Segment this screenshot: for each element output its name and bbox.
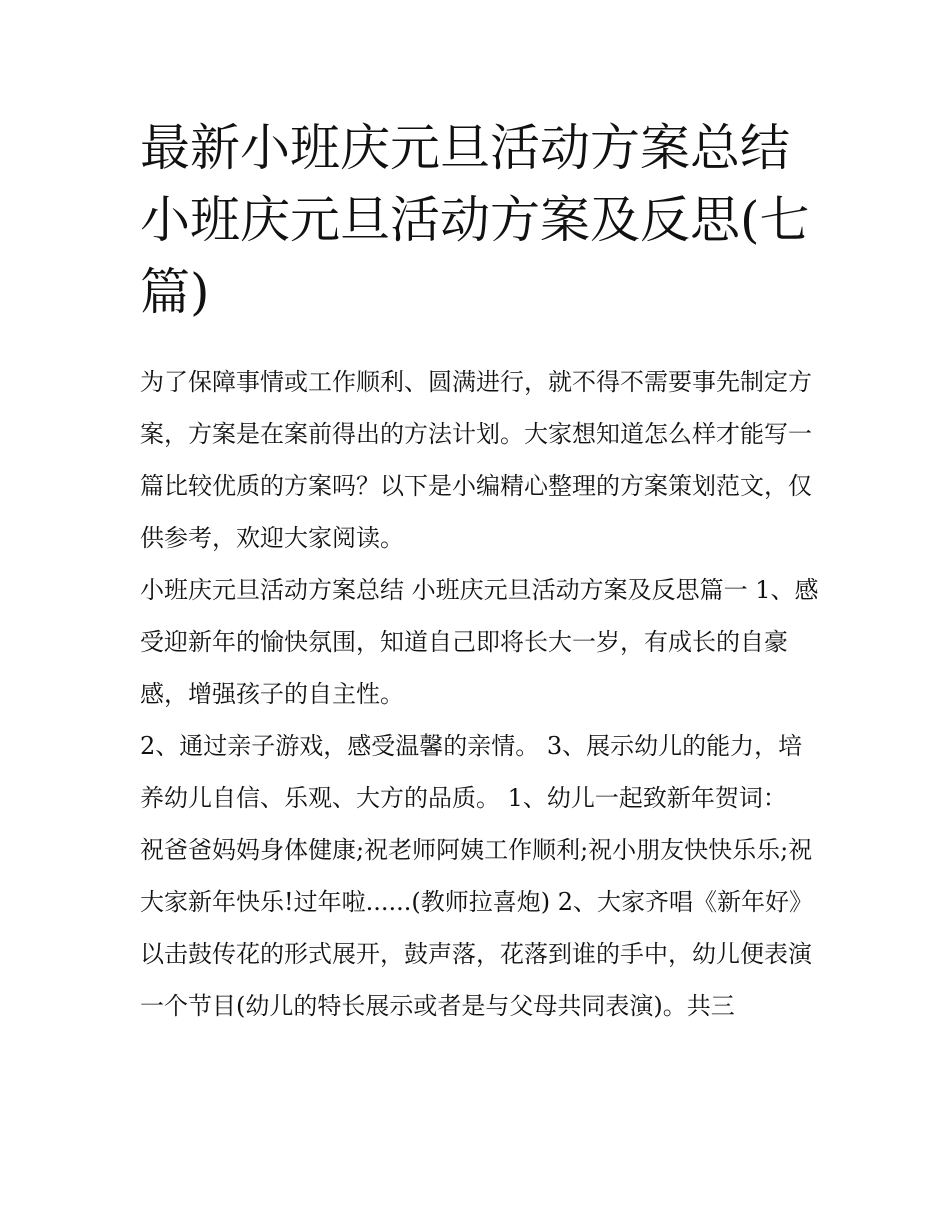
- paragraph-goal-2: 2、通过亲子游戏，感受温馨的亲情。 3、展示幼儿的能力，培养幼儿自信、乐观、大方的品质。 1、幼儿一起致新年贺词：: [140, 732, 803, 812]
- paragraph-greetings: 祝爸爸妈妈身体健康;祝老师阿姨工作顺利;祝小朋友快快乐乐;祝大家新年快乐!过年啦......(教师拉喜炮) 2、大家齐唱《新年好》: [140, 836, 814, 916]
- paragraph-intro: 为了保障事情或工作顺利、圆满进行，就不得不需要事先制定方案，方案是在案前得出的方法计划。大家想知道怎么样才能写一篇比较优质的方案吗？以下是小编精心整理的方案策划范文，仅供参考，欢迎大家阅读。: [140, 368, 812, 552]
- paragraph-game: 以击鼓传花的形式展开，鼓声落，花落到谁的手中，幼儿便表演一个节目(幼儿的特长展示或者是与父母共同表演)。共三: [140, 940, 812, 1020]
- paragraph-goal-1: 小班庆元旦活动方案总结 小班庆元旦活动方案及反思篇一 1、感受迎新年的愉快氛围，知道自己即将长大一岁，有成长的自豪感，增强孩子的自主性。: [140, 576, 819, 708]
- document-title: 最新小班庆元旦活动方案总结 小班庆元旦活动方案及反思(七篇): [140, 119, 810, 321]
- document-body: [140, 356, 820, 1032]
